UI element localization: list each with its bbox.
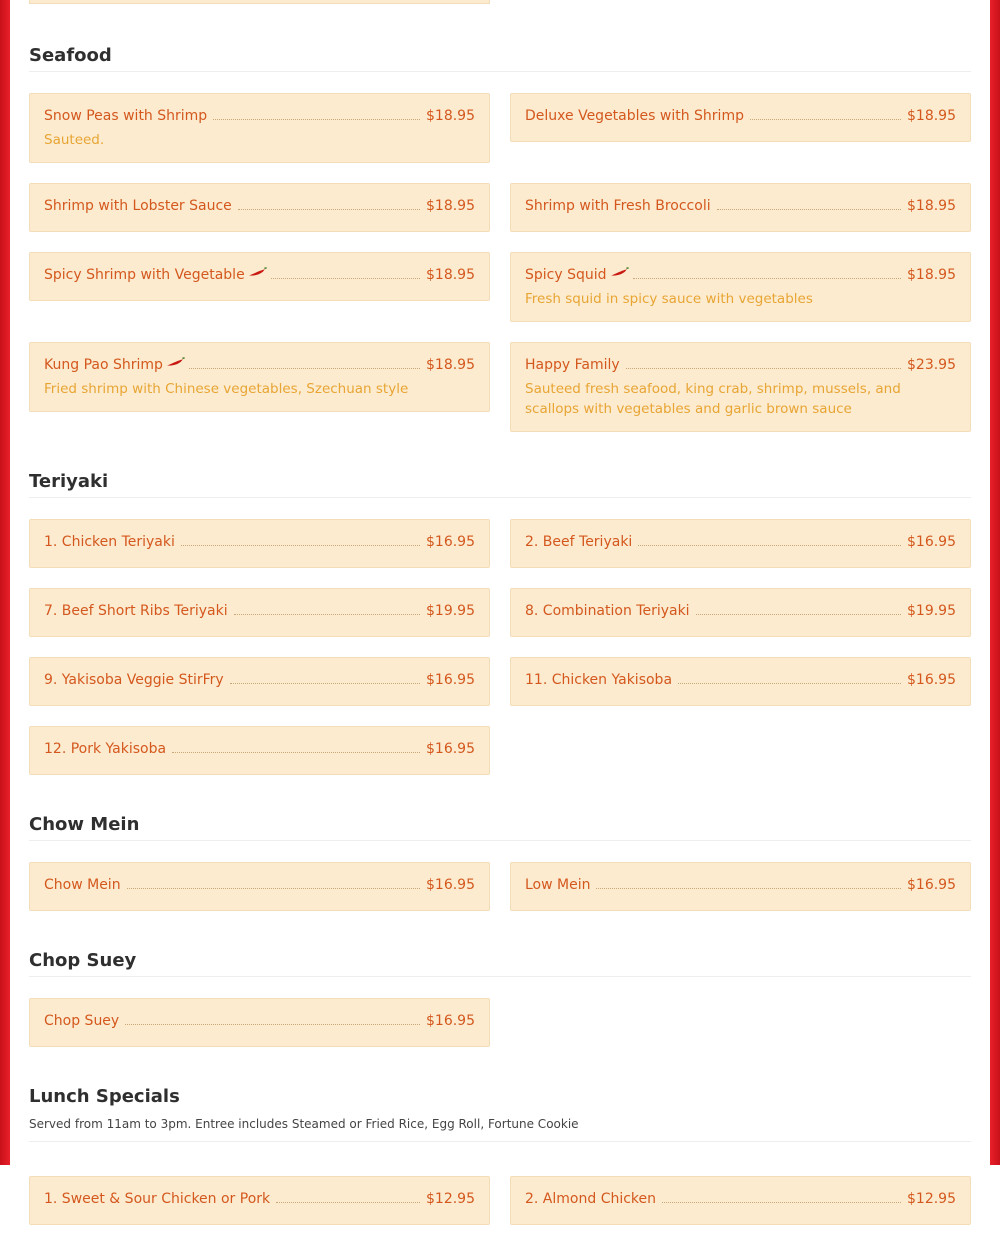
menu-item-grid [29, 93, 971, 452]
menu-item-price: $18.95 [426, 108, 475, 124]
chili-pepper-icon [164, 353, 185, 375]
menu-item-row [44, 355, 475, 377]
menu-item-price: $18.95 [426, 267, 475, 283]
menu-item-price: $16.95 [907, 877, 956, 893]
dotted-leader [172, 739, 420, 753]
dotted-leader [127, 875, 420, 889]
menu-item-name: 8. Combination Teriyaki [525, 603, 690, 619]
dotted-leader [750, 106, 901, 120]
left-red-border [0, 0, 10, 1165]
previous-item-card-edge [29, 0, 490, 4]
menu-item-description: Fried shrimp with Chinese vegetables, Szechuan style [44, 381, 409, 397]
menu-item-chow-mein[interactable] [29, 862, 490, 911]
menu-item-description: Sauteed. [44, 132, 105, 148]
menu-item-price: $16.95 [426, 534, 475, 550]
dotted-leader [238, 196, 420, 210]
dotted-leader [717, 196, 901, 210]
menu-item-row [44, 1189, 475, 1211]
menu-item-2-almond-chicken[interactable] [510, 1176, 971, 1225]
section-title: Chop Suey [29, 945, 971, 977]
menu-item-name: Chop Suey [44, 1013, 120, 1029]
dotted-leader [662, 1189, 901, 1203]
menu-item-name: 2. Beef Teriyaki [525, 534, 633, 550]
menu-item-price: $18.95 [907, 267, 956, 283]
menu-item-grid [29, 519, 971, 795]
menu-item-description: Sauteed fresh seafood, king crab, shrimp, mussels, and scallops with vegetables and garlic brown sauce [525, 381, 901, 417]
menu-item-name: 2. Almond Chicken [525, 1191, 657, 1207]
menu-item-row [525, 106, 956, 128]
dotted-leader [696, 601, 901, 615]
menu-item-price: $16.95 [907, 672, 956, 688]
menu-item-price: $12.95 [907, 1191, 956, 1207]
menu-item-shrimp-with-fresh-broccoli[interactable] [510, 183, 971, 232]
menu-item-12-pork-yakisoba[interactable] [29, 726, 490, 775]
menu-item-row [525, 532, 956, 554]
dotted-leader [626, 355, 901, 369]
menu-content [29, 0, 971, 1259]
dotted-leader [638, 532, 901, 546]
dotted-leader [596, 875, 901, 889]
section-title: Seafood [29, 40, 971, 72]
menu-item-row [525, 355, 956, 377]
menu-item-name: Spicy Squid [525, 267, 607, 283]
menu-item-grid [29, 862, 971, 931]
dotted-leader [678, 670, 901, 684]
section-title: Teriyaki [29, 466, 971, 498]
menu-item-row [44, 739, 475, 761]
dotted-leader [271, 265, 420, 279]
dotted-leader [276, 1189, 420, 1203]
menu-item-name: Kung Pao Shrimp [44, 357, 163, 373]
dotted-leader [189, 355, 420, 369]
menu-item-spicy-squid[interactable] [510, 252, 971, 322]
menu-item-name: 12. Pork Yakisoba [44, 741, 167, 757]
menu-item-name: Shrimp with Fresh Broccoli [525, 198, 711, 214]
menu-section-chop-suey [29, 945, 971, 1067]
dotted-leader [230, 670, 420, 684]
section-divider [29, 1141, 971, 1142]
menu-item-row [44, 670, 475, 692]
menu-item-price: $16.95 [426, 741, 475, 757]
menu-item-row [525, 265, 956, 287]
dotted-leader [633, 265, 901, 279]
menu-item-name: 11. Chicken Yakisoba [525, 672, 673, 688]
menu-item-row [44, 265, 475, 287]
menu-item-7-beef-short-ribs-teriyaki[interactable] [29, 588, 490, 637]
menu-item-name: 1. Sweet & Sour Chicken or Pork [44, 1191, 271, 1207]
menu-item-row [44, 601, 475, 623]
menu-section-teriyaki [29, 466, 971, 795]
chili-pepper-icon [246, 263, 267, 285]
menu-item-name: Deluxe Vegetables with Shrimp [525, 108, 744, 124]
menu-item-deluxe-vegetables-with-shrimp[interactable] [510, 93, 971, 142]
menu-item-row [44, 875, 475, 897]
menu-section-lunch-specials [29, 1081, 971, 1245]
menu-item-name: Low Mein [525, 877, 591, 893]
menu-item-low-mein[interactable] [510, 862, 971, 911]
menu-item-row [525, 1189, 956, 1211]
menu-item-row [44, 106, 475, 128]
menu-item-1-sweet-sour-chicken-or-pork[interactable] [29, 1176, 490, 1225]
menu-item-row [44, 196, 475, 218]
section-subtitle: Served from 11am to 3pm. Entree includes Steamed or Fried Rice, Egg Roll, Fortune Cookie [29, 1117, 579, 1131]
menu-item-chop-suey[interactable] [29, 998, 490, 1047]
menu-item-11-chicken-yakisoba[interactable] [510, 657, 971, 706]
section-title: Lunch Specials [29, 1086, 180, 1107]
menu-item-snow-peas-with-shrimp[interactable] [29, 93, 490, 163]
menu-item-2-beef-teriyaki[interactable] [510, 519, 971, 568]
menu-item-kung-pao-shrimp[interactable] [29, 342, 490, 412]
menu-item-happy-family[interactable] [510, 342, 971, 432]
menu-item-name: Chow Mein [44, 877, 121, 893]
menu-item-9-yakisoba-veggie-stirfry[interactable] [29, 657, 490, 706]
menu-item-1-chicken-teriyaki[interactable] [29, 519, 490, 568]
chili-pepper-icon [608, 263, 629, 285]
menu-item-row [44, 1011, 475, 1033]
menu-item-price: $23.95 [907, 357, 956, 373]
menu-item-name: 9. Yakisoba Veggie StirFry [44, 672, 224, 688]
menu-item-price: $18.95 [907, 108, 956, 124]
menu-item-name: 7. Beef Short Ribs Teriyaki [44, 603, 228, 619]
menu-item-price: $16.95 [426, 1013, 475, 1029]
menu-item-row [525, 601, 956, 623]
menu-item-price: $18.95 [907, 198, 956, 214]
menu-item-price: $18.95 [426, 198, 475, 214]
menu-item-row [525, 875, 956, 897]
menu-item-price: $18.95 [426, 357, 475, 373]
menu-item-price: $19.95 [426, 603, 475, 619]
menu-item-name: Happy Family [525, 357, 620, 373]
menu-item-grid [29, 998, 971, 1067]
dotted-leader [213, 106, 420, 120]
menu-item-name: Snow Peas with Shrimp [44, 108, 208, 124]
section-title: Chow Mein [29, 809, 971, 841]
menu-section-seafood [29, 40, 971, 452]
menu-item-description: Fresh squid in spicy sauce with vegetables [525, 291, 813, 307]
dotted-leader [125, 1011, 420, 1025]
menu-item-8-combination-teriyaki[interactable] [510, 588, 971, 637]
menu-item-price: $16.95 [426, 877, 475, 893]
menu-item-name: Shrimp with Lobster Sauce [44, 198, 232, 214]
dotted-leader [234, 601, 420, 615]
menu-item-shrimp-with-lobster-sauce[interactable] [29, 183, 490, 232]
menu-item-name: Spicy Shrimp with Vegetable [44, 267, 245, 283]
menu-item-row [44, 532, 475, 554]
menu-section-chow-mein [29, 809, 971, 931]
menu-item-price: $16.95 [907, 534, 956, 550]
menu-item-price: $12.95 [426, 1191, 475, 1207]
dotted-leader [181, 532, 420, 546]
menu-item-price: $16.95 [426, 672, 475, 688]
menu-item-price: $19.95 [907, 603, 956, 619]
menu-item-row [525, 670, 956, 692]
menu-item-name: 1. Chicken Teriyaki [44, 534, 175, 550]
menu-item-row [525, 196, 956, 218]
menu-item-spicy-shrimp-with-vegetable[interactable] [29, 252, 490, 301]
right-red-border [990, 0, 1000, 1165]
menu-item-grid [29, 1176, 971, 1245]
